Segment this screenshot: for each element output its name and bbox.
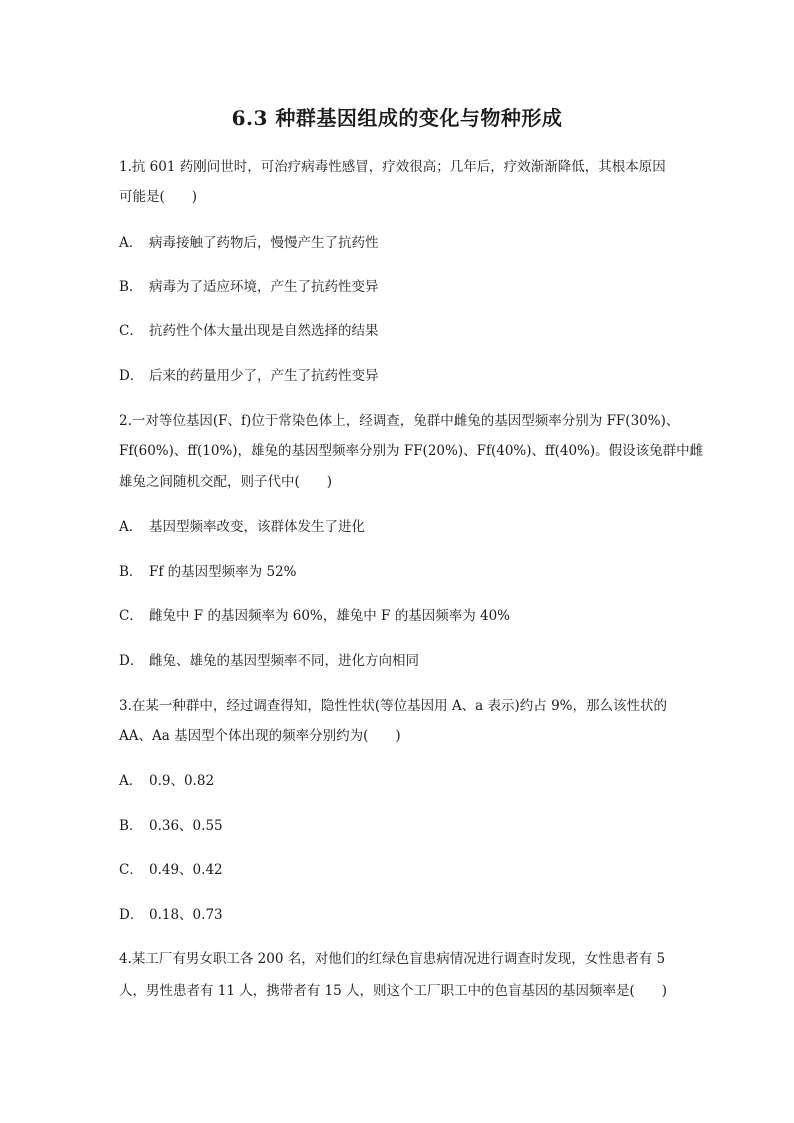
option-text: 病毒接触了药物后，慢慢产生了抗药性	[149, 235, 379, 251]
question-3-option-c	[119, 860, 689, 880]
option-text: 0.49、0.42	[149, 862, 223, 878]
page-title: 6.3 种群基因组成的变化与物种形成	[231, 106, 563, 130]
question-1-stem-line-2: 可能是( )	[119, 189, 198, 205]
option-text: 0.9、0.82	[149, 773, 215, 789]
question-1-stem-line-1: 1.抗 601 药刚问世时，可治疗病毒性感冒，疗效很高；几年后，疗效渐渐降低，其根本原因	[119, 159, 666, 175]
option-text: 抗药性个体大量出现是自然选择的结果	[149, 323, 379, 339]
option-text: Ff 的基因型频率为 52%	[149, 564, 297, 580]
option-letter: D．	[119, 368, 144, 384]
question-3-option-d	[119, 905, 689, 925]
option-text: 基因型频率改变，该群体发生了进化	[149, 519, 365, 535]
question-3-option-a	[119, 771, 689, 791]
question-1-option-d	[119, 366, 689, 386]
option-letter: D．	[119, 653, 144, 669]
option-letter: C．	[119, 608, 143, 624]
question-3-option-b	[119, 816, 689, 836]
question-1-option-c	[119, 321, 689, 341]
question-1-option-b	[119, 277, 689, 297]
option-text: 后来的药量用少了，产生了抗药性变异	[149, 368, 379, 384]
option-letter: A．	[119, 519, 143, 535]
option-letter: B．	[119, 818, 143, 834]
option-letter: B．	[119, 279, 143, 295]
question-2-option-c	[119, 606, 689, 626]
option-text: 雌兔、雄兔的基因型频率不同，进化方向相同	[149, 653, 419, 669]
question-2-stem-line-3: 雄兔之间随机交配，则子代中( )	[119, 474, 333, 490]
question-3-stem-line-1: 3.在某一种群中，经过调查得知，隐性性状(等位基因用 A、a 表示)约占 9%，那么该性状的	[119, 698, 668, 714]
question-2-stem-line-1: 2.一对等位基因(F、f)位于常染色体上，经调查，兔群中雌兔的基因型频率分别为 FF(30%)、	[119, 413, 680, 429]
option-letter: C．	[119, 862, 143, 878]
question-3-stem-line-2: AA、Aa 基因型个体出现的频率分别约为( )	[119, 728, 401, 744]
option-text: 0.36、0.55	[149, 818, 223, 834]
option-text: 雌兔中 F 的基因频率为 60%，雄兔中 F 的基因频率为 40%	[149, 608, 510, 624]
question-2-option-a	[119, 517, 689, 537]
question-4-stem-line-2: 人，男性患者有 11 人，携带者有 15 人，则这个工厂职工中的色盲基因的基因频率是( )	[119, 983, 668, 999]
option-letter: A．	[119, 235, 143, 251]
option-text: 0.18、0.73	[149, 907, 223, 923]
question-4-stem-line-1: 4.某工厂有男女职工各 200 名，对他们的红绿色盲患病情况进行调查时发现，女性患者有 5	[119, 951, 666, 967]
option-text: 病毒为了适应环境，产生了抗药性变异	[149, 279, 379, 295]
option-letter: A．	[119, 773, 143, 789]
option-letter: D．	[119, 907, 144, 923]
question-2-stem-line-2: Ff(60%)、ff(10%)，雄兔的基因型频率分别为 FF(20%)、Ff(40%)、ff(40%)。假设该兔群中雌	[119, 443, 704, 459]
question-1-option-a	[119, 233, 689, 253]
question-2-option-b	[119, 562, 689, 582]
option-letter: C．	[119, 323, 143, 339]
question-2-option-d	[119, 651, 689, 671]
option-letter: B．	[119, 564, 143, 580]
